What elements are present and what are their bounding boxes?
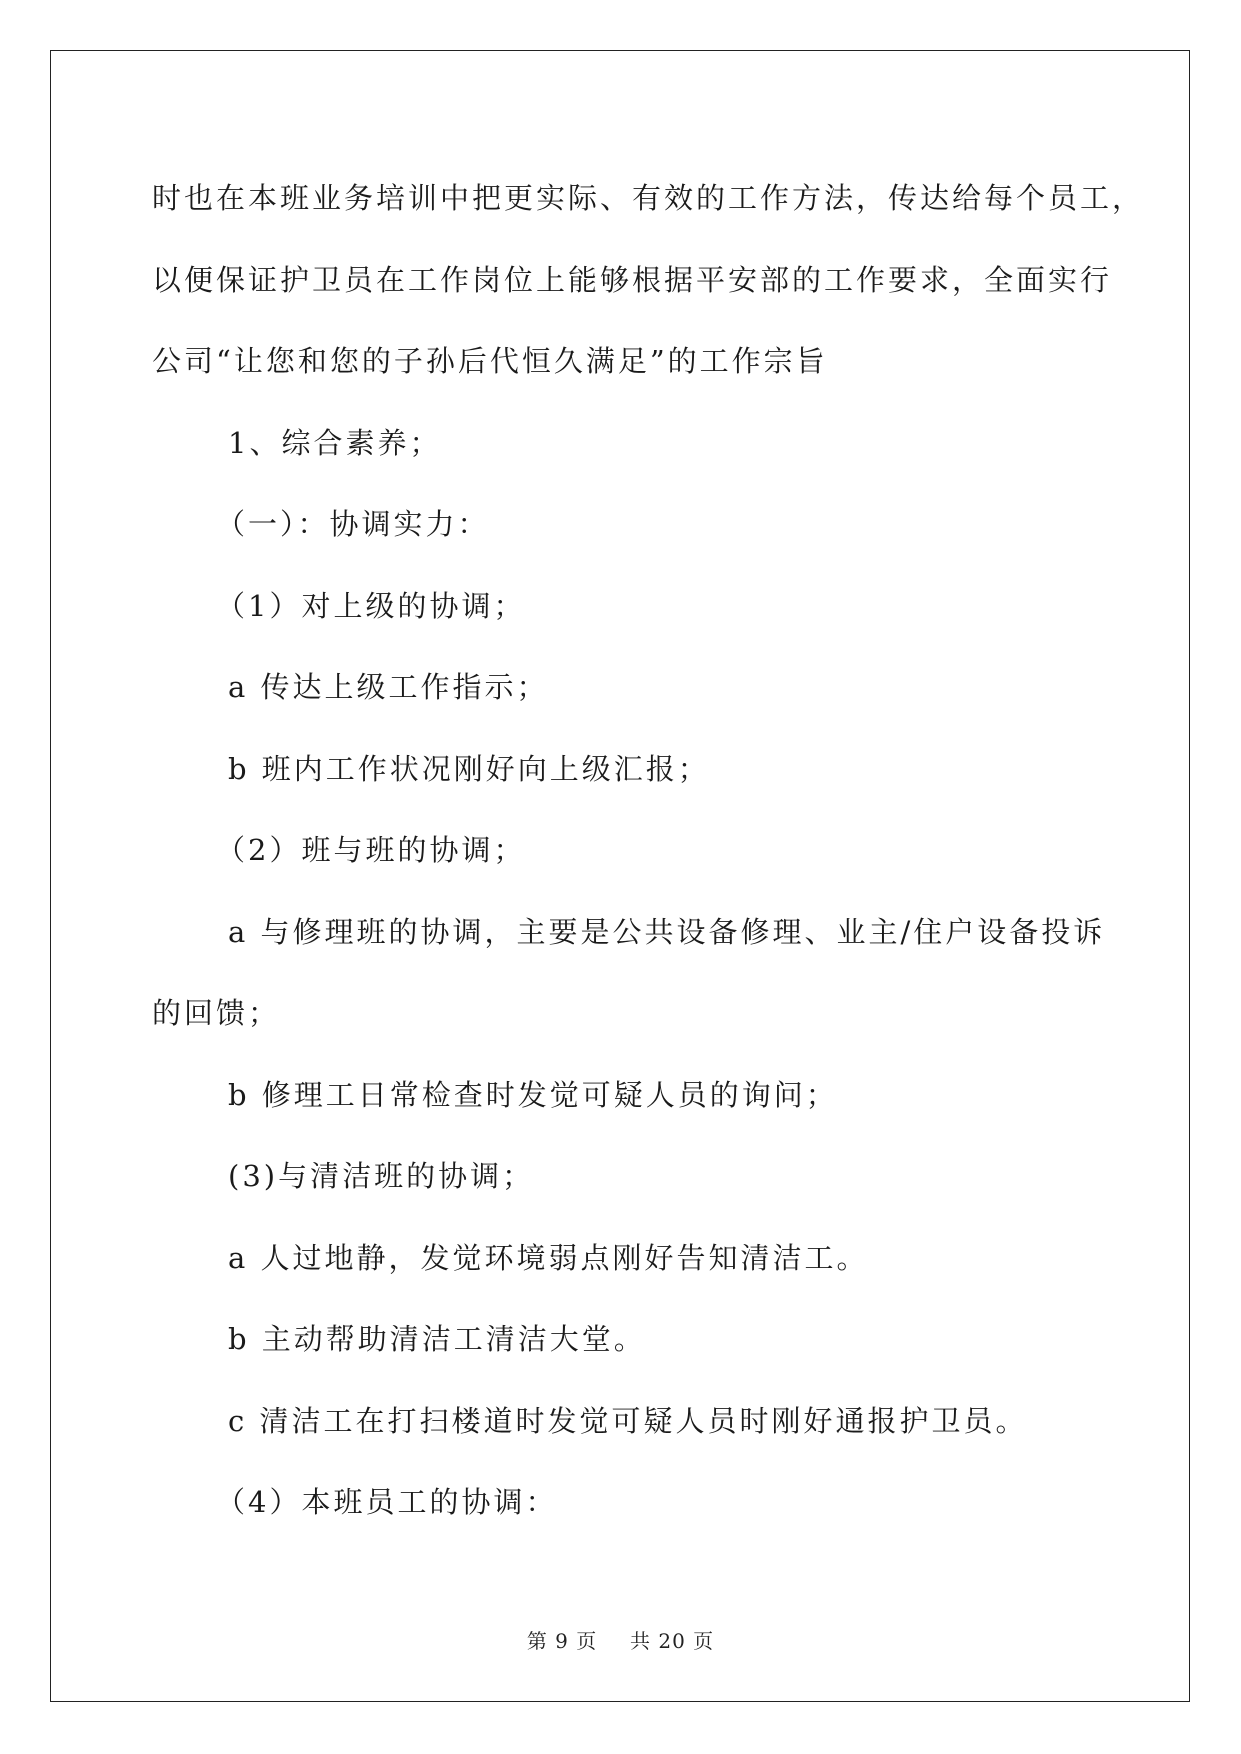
list-item: a 与修理班的协调，主要是公共设备修理、业主/住户设备投诉 [228, 914, 1106, 949]
list-heading: （4）本班员工的协调： [216, 1485, 558, 1519]
paragraph-line: 时也在本班业务培训中把更实际、有效的工作方法，传达给每个员工， [152, 181, 1145, 215]
list-heading: (3)与清洁班的协调； [228, 1159, 535, 1193]
list-item-continuation: 的回馈； [152, 996, 281, 1030]
page-total: 共 20 页 [630, 1629, 715, 1653]
section-heading: 1、综合素养； [228, 425, 442, 460]
list-heading: （1）对上级的协调； [216, 588, 526, 623]
page-footer [0, 1625, 1241, 1654]
list-item: a 传达上级工作指示； [228, 670, 549, 704]
list-item: c 清洁工在打扫楼道时发觉可疑人员时刚好通报护卫员。 [228, 1403, 1028, 1438]
list-heading: （2）班与班的协调； [216, 833, 526, 867]
page-number: 第 9 页 [526, 1629, 598, 1653]
list-item: b 修理工日常检查时发觉可疑人员的询问； [228, 1077, 838, 1112]
paragraph-line: 公司“让您和您的子孙后代恒久满足”的工作宗旨 [152, 344, 828, 378]
subsection-heading: （一）：协调实力： [216, 507, 490, 541]
list-item: a 人过地静，发觉环境弱点刚好告知清洁工。 [228, 1240, 869, 1275]
document-body [152, 158, 1145, 1544]
list-item: b 主动帮助清洁工清洁大堂。 [228, 1322, 646, 1356]
list-item: b 班内工作状况刚好向上级汇报； [228, 751, 710, 786]
paragraph-line: 以便保证护卫员在工作岗位上能够根据平安部的工作要求，全面实行 [152, 262, 1113, 297]
